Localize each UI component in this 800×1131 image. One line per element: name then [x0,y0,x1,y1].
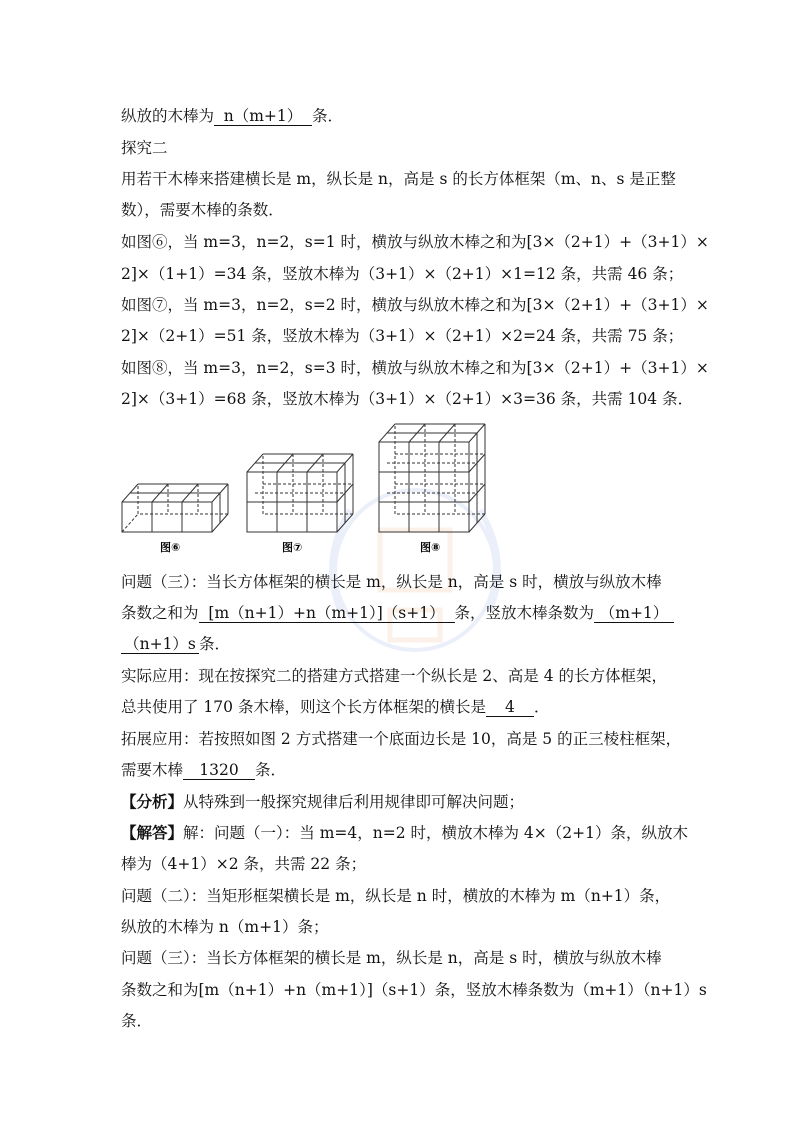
text-line: 条数之和为[m（n+1）+n（m+1）]（s+1）条，竖放木棒条数为（m+1）（n+1）s [121,981,707,999]
text-line: 用若干木棒来搭建横长是 m，纵长是 n，高是 s 的长方体框架（m、n、s 是正整 [121,170,676,188]
text-line: 拓展应用：若按照如图 2 方式搭建一个底面边长是 10，高是 5 的正三棱柱框架， [121,730,682,748]
text-line: 问题（三）：当长方体框架的横长是 m，纵长是 n，高是 s 时，横放与纵放木棒 [121,949,662,967]
answer-blank: [m（n+1）+n（m+1）]（s+1） [199,604,455,623]
text-line: 实际应用：现在按探究二的搭建方式搭建一个纵长是 2、高是 4 的长方体框架， [121,667,668,685]
figure-8-cuboid [379,424,485,532]
text-line [121,758,286,780]
text-line: 如图⑥，当 m=3，n=2，s=1 时，横放与纵放木棒之和为[3×（2+1）+（3+1）× [121,233,709,251]
text-line: 2]×（3+1）=68 条，竖放木棒为（3+1）×（2+1）×3=36 条，共需 104 条． [121,390,694,408]
solution-tag: 【解答】 [121,823,184,842]
text-segment: 条． [312,107,344,125]
answer-blank: n（m+1） [214,107,312,126]
text-segment: 条． [199,635,231,653]
text-line: 如图⑦，当 m=3，n=2，s=2 时，横放与纵放木棒之和为[3×（2+1）+（3+1）× [121,296,709,314]
text-line [121,632,230,654]
figures-row [112,412,512,562]
figure-6-cuboid [122,484,228,532]
text-segment: 条数之和为 [121,604,199,622]
text-line: 2]×（1+1）=34 条，竖放木棒为（3+1）×（2+1）×1=12 条，共需 46 条； [121,265,684,283]
text-segment: 需要木棒 [121,761,184,779]
text-segment: 从特殊到一般探究规律后利用规律即可解决问题； [183,793,525,811]
text-line: 问题（二）：当矩形框架横长是 m，纵长是 n 时，横放的木棒为 m（n+1）条， [121,887,671,905]
answer-blank: （m+1） [594,604,674,623]
text-line [121,695,549,717]
answer-blank: （n+1）s [121,635,199,654]
figure-7-cuboid [247,454,353,532]
text-segment: 条． [255,761,287,779]
answer-blank: 4 [486,698,534,717]
text-segment: ． [533,698,550,716]
figure-7-caption: 图⑦ [282,541,303,554]
text-line: 数），需要木棒的条数． [121,201,284,219]
text-line: 2]×（2+1）=51 条，竖放木棒为（3+1）×（2+1）×2=24 条，共需 75 条； [121,327,684,345]
answer-blank: 1320 [183,761,255,780]
text-line [121,601,674,623]
text-line: 如图⑧，当 m=3，n=2，s=3 时，横放与纵放木棒之和为[3×（2+1）+（3+1）× [121,359,709,377]
text-segment: 解：问题（一）：当 m=4，n=2 时，横放木棒为 4×（2+1）条，纵放木 [183,824,688,842]
section-heading: 探究二 [121,139,168,157]
analysis-line [121,790,524,812]
analysis-tag: 【分析】 [121,792,184,811]
cuboid-figures [112,412,512,562]
text-line [121,104,343,126]
solution-line [121,821,688,843]
text-segment: 纵放的木棒为 [121,107,215,125]
text-line: 棒为（4+1）×2 条，共需 22 条； [121,855,367,873]
text-segment: 条，竖放木棒条数为 [454,604,595,622]
text-line: 纵放的木棒为 n（m+1）条； [121,918,329,936]
text-line: 条． [121,1012,153,1030]
text-line: 问题（三）：当长方体框架的横长是 m，纵长是 n，高是 s 时，横放与纵放木棒 [121,573,662,591]
text-segment: 总共使用了 170 条木棒，则这个长方体框架的横长是 [121,698,486,716]
figure-8-caption: 图⑧ [420,541,441,554]
figure-6-caption: 图⑥ [160,541,181,554]
